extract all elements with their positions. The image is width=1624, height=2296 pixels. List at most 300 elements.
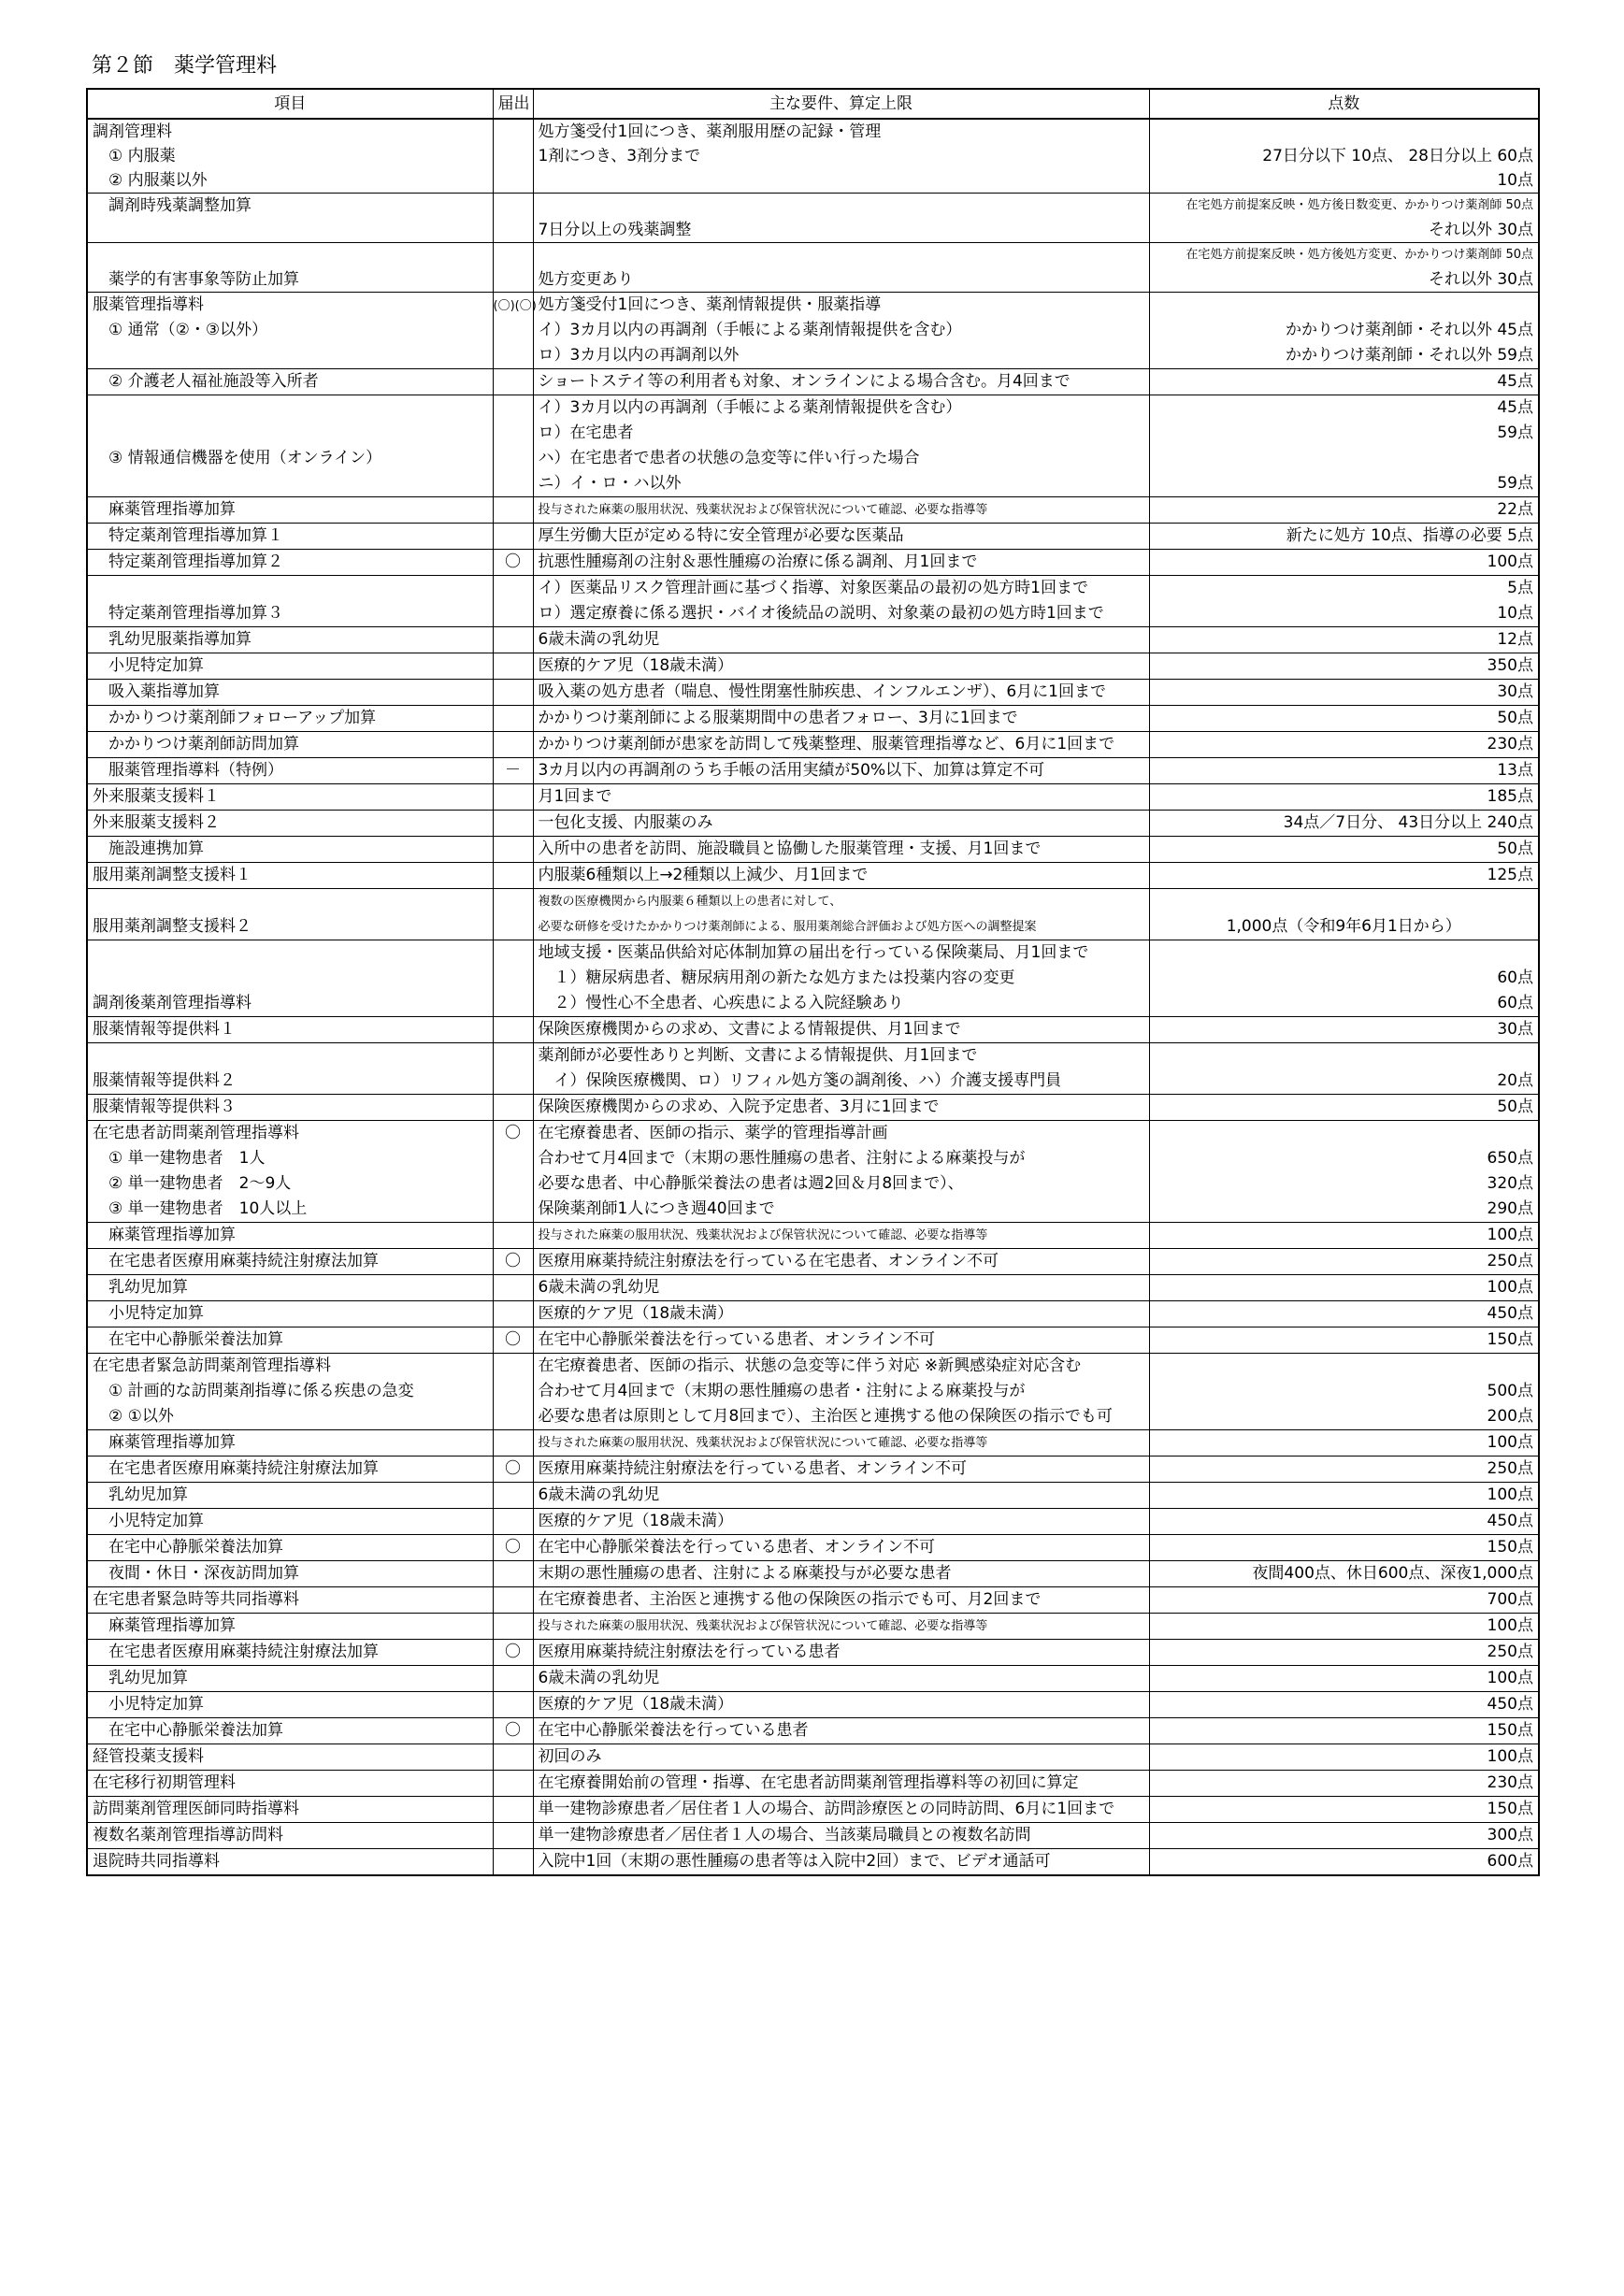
cell-points — [1149, 811, 1539, 837]
cell-points — [1149, 784, 1539, 811]
cell-requirements — [533, 627, 1149, 653]
cell-line: 〇 — [505, 1330, 521, 1349]
cell-line: 一包化支援、内服薬のみ — [538, 813, 713, 832]
cell-line: 必要な患者は原則として月8回まで）、主治医と連携する他の保険医の指示でも可 — [538, 1407, 1113, 1426]
cell-line: 290点 — [1487, 1199, 1533, 1218]
cell-line: 薬剤師が必要性ありと判断、文書による情報提供、月1回まで — [538, 1046, 978, 1065]
cell-line: イ）医薬品リスク管理計画に基づく指導、対象医薬品の最初の処方時1回まで — [538, 579, 1088, 597]
cell-points — [1149, 1223, 1539, 1249]
cell-item — [87, 369, 493, 395]
cell-requirements — [533, 1249, 1149, 1275]
table-row — [87, 627, 1539, 653]
cell-item — [87, 1561, 493, 1587]
cell-notification — [493, 395, 533, 497]
cell-line: 1,000点（令和9年6月1日から） — [1226, 917, 1461, 936]
cell-notification — [493, 706, 533, 732]
cell-notification — [493, 732, 533, 758]
cell-line: ② 内服薬以外 — [93, 171, 208, 190]
cell-points — [1149, 1666, 1539, 1692]
cell-item — [87, 524, 493, 550]
cell-item — [87, 497, 493, 524]
cell-line: 1剤につき、3剤分まで — [538, 147, 701, 165]
cell-points — [1149, 889, 1539, 940]
cell-notification — [493, 811, 533, 837]
cell-points — [1149, 119, 1539, 194]
cell-line: 入所中の患者を訪問、施設職員と協働した服薬管理・支援、月1回まで — [538, 839, 1042, 858]
cell-line: 在宅療養患者、医師の指示、状態の急変等に伴う対応 ※新興感染症対応含む — [538, 1356, 1082, 1375]
cell-line: 吸入薬指導加算 — [93, 682, 220, 701]
cell-line: 施設連携加算 — [93, 839, 204, 858]
table-row — [87, 497, 1539, 524]
cell-line: 在宅中心静脈栄養法加算 — [93, 1721, 283, 1740]
cell-item — [87, 627, 493, 653]
cell-points — [1149, 1095, 1539, 1121]
cell-points — [1149, 732, 1539, 758]
table-row — [87, 1327, 1539, 1354]
cell-notification — [493, 1823, 533, 1849]
cell-requirements — [533, 194, 1149, 243]
cell-notification — [493, 1718, 533, 1744]
cell-line: 入院中1回（末期の悪性腫瘍の患者等は入院中2回）まで、ビデオ通話可 — [538, 1852, 1051, 1871]
cell-line: 100点 — [1487, 1226, 1533, 1244]
cell-requirements — [533, 863, 1149, 889]
header-requirements: 主な要件、算定上限 — [533, 89, 1149, 119]
table-row — [87, 369, 1539, 395]
table-body — [87, 119, 1539, 1875]
cell-item — [87, 1043, 493, 1095]
cell-line: 医療的ケア児（18歳未満） — [538, 656, 734, 675]
table-row — [87, 576, 1539, 627]
table-row — [87, 863, 1539, 889]
cell-line: 在宅中心静脈栄養法を行っている患者 — [538, 1721, 809, 1740]
cell-line — [1155, 940, 1534, 966]
cell-notification — [493, 1614, 533, 1640]
cell-line: ① 通常（②・③以外） — [93, 321, 268, 339]
table-row — [87, 550, 1539, 576]
cell-line: 医療的ケア児（18歳未満） — [538, 1695, 734, 1714]
cell-notification — [493, 194, 533, 243]
cell-line: 外来服薬支援料２ — [93, 813, 220, 832]
cell-points — [1149, 1354, 1539, 1430]
cell-line: 小児特定加算 — [93, 1695, 204, 1714]
table-row — [87, 1509, 1539, 1535]
cell-requirements — [533, 1718, 1149, 1744]
cell-line: 投与された麻薬の服用状況、残薬状況および保管状況について確認、必要な指導等 — [538, 1436, 988, 1450]
cell-requirements — [533, 1666, 1149, 1692]
cell-line — [1155, 293, 1534, 318]
cell-item — [87, 1095, 493, 1121]
cell-line — [1155, 1354, 1534, 1379]
cell-line: 在宅療養患者、医師の指示、薬学的管理指導計画 — [538, 1124, 888, 1142]
cell-notification — [493, 1509, 533, 1535]
cell-item — [87, 1275, 493, 1301]
cell-notification — [493, 1223, 533, 1249]
cell-line: 在宅患者医療用麻薬持続注射療法加算 — [93, 1459, 379, 1478]
table-row — [87, 811, 1539, 837]
cell-line: 30点 — [1497, 682, 1533, 701]
cell-points — [1149, 497, 1539, 524]
cell-line: 125点 — [1487, 866, 1533, 884]
cell-line: 27日分以下 10点、 28日分以上 60点 — [1262, 147, 1533, 165]
cell-line — [93, 421, 488, 446]
cell-points — [1149, 1121, 1539, 1223]
cell-line: 内服薬6種類以上→2種類以上減少、月1回まで — [538, 866, 869, 884]
cell-line: 22点 — [1497, 500, 1533, 519]
table-row — [87, 680, 1539, 706]
cell-line: 150点 — [1487, 1538, 1533, 1557]
cell-item — [87, 395, 493, 497]
cell-notification — [493, 627, 533, 653]
cell-line: 100点 — [1487, 1433, 1533, 1452]
cell-points — [1149, 369, 1539, 395]
cell-line: 60点 — [1497, 994, 1533, 1012]
cell-item — [87, 1535, 493, 1561]
table-row — [87, 940, 1539, 1017]
cell-notification — [493, 1561, 533, 1587]
table-row — [87, 889, 1539, 940]
table-row — [87, 1223, 1539, 1249]
cell-line: 退院時共同指導料 — [93, 1852, 220, 1871]
cell-line: 34点／7日分、 43日分以上 240点 — [1283, 813, 1533, 832]
cell-item — [87, 1666, 493, 1692]
cell-notification — [493, 497, 533, 524]
cell-item — [87, 1718, 493, 1744]
cell-requirements — [533, 1744, 1149, 1771]
table-row — [87, 243, 1539, 293]
cell-line: 在宅患者緊急時等共同指導料 — [93, 1590, 299, 1609]
cell-requirements — [533, 1797, 1149, 1823]
cell-line: 医療用麻薬持続注射療法を行っている患者、オンライン不可 — [538, 1459, 967, 1478]
cell-line: 乳幼児加算 — [93, 1485, 188, 1504]
cell-requirements — [533, 1430, 1149, 1457]
cell-item — [87, 1457, 493, 1483]
table-row — [87, 1561, 1539, 1587]
cell-line: 7日分以上の残薬調整 — [538, 221, 692, 239]
cell-line: 650点 — [1487, 1149, 1533, 1168]
cell-line: 複数の医療機関から内服薬６種類以上の患者に対して、 — [538, 895, 842, 909]
cell-line: 〇 — [505, 1124, 521, 1142]
table-row — [87, 1771, 1539, 1797]
cell-line: 在宅中心静脈栄養法を行っている患者、オンライン不可 — [538, 1538, 935, 1557]
cell-notification — [493, 940, 533, 1017]
cell-notification — [493, 863, 533, 889]
cell-notification — [493, 1430, 533, 1457]
cell-line: ① 内服薬 — [93, 147, 176, 165]
cell-notification — [493, 758, 533, 784]
cell-line: 450点 — [1487, 1512, 1533, 1530]
cell-points — [1149, 1509, 1539, 1535]
cell-line: 特定薬剤管理指導加算１ — [93, 526, 283, 545]
cell-item — [87, 1301, 493, 1327]
cell-item — [87, 837, 493, 863]
cell-line: 〇 — [505, 1721, 521, 1740]
cell-line: 吸入薬の処方患者（喘息、慢性閉塞性肺疾患、インフルエンザ）、6月に1回まで — [538, 682, 1106, 701]
cell-line: 服用薬剤調整支援料２ — [93, 917, 252, 936]
cell-line: それ以外 30点 — [1428, 221, 1533, 239]
cell-line: ロ）3カ月以内の再調剤以外 — [538, 346, 740, 365]
cell-item — [87, 1692, 493, 1718]
table-row — [87, 1430, 1539, 1457]
cell-item — [87, 1849, 493, 1876]
cell-notification — [493, 1457, 533, 1483]
cell-line: 300点 — [1487, 1826, 1533, 1844]
cell-line: 訪問薬剤管理医師同時指導料 — [93, 1800, 299, 1818]
cell-line: 在宅中心静脈栄養法加算 — [93, 1538, 283, 1557]
cell-line: 600点 — [1487, 1852, 1533, 1871]
cell-requirements — [533, 653, 1149, 680]
cell-line: ① 計画的な訪問薬剤指導に係る疾患の急変 — [93, 1382, 414, 1400]
header-points: 点数 — [1149, 89, 1539, 119]
cell-line: 〇 — [505, 1252, 521, 1270]
table-row — [87, 706, 1539, 732]
cell-line: 小児特定加算 — [93, 1512, 204, 1530]
cell-line: 薬学的有害事象等防止加算 — [93, 270, 299, 289]
cell-requirements — [533, 1640, 1149, 1666]
cell-item — [87, 706, 493, 732]
cell-line: 単一建物診療患者／居住者１人の場合、当該薬局職員との複数名訪問 — [538, 1826, 1031, 1844]
cell-item — [87, 732, 493, 758]
cell-requirements — [533, 1587, 1149, 1614]
cell-line: 服薬情報等提供料１ — [93, 1020, 236, 1039]
fee-table — [86, 88, 1540, 1876]
cell-requirements — [533, 1692, 1149, 1718]
cell-line: 在宅患者緊急訪問薬剤管理指導料 — [93, 1356, 331, 1375]
cell-item — [87, 1121, 493, 1223]
cell-line: ショートステイ等の利用者も対象、オンラインによる場合含む。月4回まで — [538, 372, 1071, 391]
table-row — [87, 1354, 1539, 1430]
cell-points — [1149, 1301, 1539, 1327]
cell-requirements — [533, 889, 1149, 940]
cell-line: 100点 — [1487, 1747, 1533, 1766]
cell-line: 麻薬管理指導加算 — [93, 1226, 236, 1244]
cell-line: 麻薬管理指導加算 — [93, 1616, 236, 1635]
cell-line: 3カ月以内の再調剤のうち手帳の活用実績が50%以下、加算は算定不可 — [538, 761, 1045, 780]
cell-line: 320点 — [1487, 1174, 1533, 1193]
cell-requirements — [533, 1771, 1149, 1797]
cell-points — [1149, 1849, 1539, 1876]
cell-points — [1149, 1327, 1539, 1354]
cell-notification — [493, 293, 537, 369]
cell-line: 投与された麻薬の服用状況、残薬状況および保管状況について確認、必要な指導等 — [538, 503, 988, 517]
cell-item — [87, 680, 493, 706]
cell-line: 5点 — [1507, 579, 1533, 597]
cell-line: １）糖尿病患者、糖尿病用剤の新たな処方または投薬内容の変更 — [538, 969, 1015, 987]
cell-line — [93, 576, 488, 601]
cell-line: 〇 — [505, 1459, 521, 1478]
cell-item — [87, 1744, 493, 1771]
cell-line: 250点 — [1487, 1459, 1533, 1478]
cell-points — [1149, 1823, 1539, 1849]
cell-item — [87, 1017, 493, 1043]
header-item: 項目 — [87, 89, 493, 119]
cell-line: 13点 — [1497, 761, 1533, 780]
cell-line: かかりつけ薬剤師が患家を訪問して残薬整理、服薬管理指導など、6月に1回まで — [538, 735, 1115, 753]
table-row — [87, 1640, 1539, 1666]
cell-line: 在宅処方前提案反映・処方後日数変更、かかりつけ薬剤師 50点 — [1186, 198, 1533, 212]
cell-line: ２）慢性心不全患者、心疾患による入院経験あり — [538, 994, 904, 1012]
cell-requirements — [533, 940, 1149, 1017]
cell-points — [1149, 1561, 1539, 1587]
cell-notification — [493, 1301, 533, 1327]
cell-requirements — [533, 1457, 1149, 1483]
cell-line: 麻薬管理指導加算 — [93, 500, 236, 519]
cell-line: 100点 — [1487, 552, 1533, 571]
table-row — [87, 1744, 1539, 1771]
table-row — [87, 524, 1539, 550]
table-row — [87, 1849, 1539, 1876]
cell-notification — [493, 524, 533, 550]
cell-line: かかりつけ薬剤師・それ以外 45点 — [1285, 321, 1533, 339]
table-row — [87, 1797, 1539, 1823]
cell-line: 乳幼児加算 — [93, 1669, 188, 1687]
cell-line: ロ）選定療養に係る選択・バイオ後続品の説明、対象薬の最初の処方時1回まで — [538, 604, 1104, 623]
cell-line — [1155, 889, 1534, 914]
cell-line: 500点 — [1487, 1382, 1533, 1400]
cell-requirements — [533, 784, 1149, 811]
cell-line: 初回のみ — [538, 1747, 602, 1766]
cell-item — [87, 1327, 493, 1354]
cell-requirements — [533, 1275, 1149, 1301]
cell-line: 調剤管理料 — [93, 122, 172, 141]
cell-notification — [493, 1483, 533, 1509]
cell-line: 処方変更あり — [538, 270, 634, 289]
cell-item — [87, 1640, 493, 1666]
cell-line: ② 単一建物患者 2～9人 — [93, 1174, 292, 1193]
cell-line: 350点 — [1487, 656, 1533, 675]
cell-line: 月1回まで — [538, 787, 612, 806]
cell-requirements — [533, 811, 1149, 837]
cell-item — [87, 1509, 493, 1535]
cell-line — [93, 966, 488, 991]
cell-requirements — [533, 524, 1149, 550]
cell-line: 12点 — [1497, 630, 1533, 649]
cell-line: 在宅患者医療用麻薬持続注射療法加算 — [93, 1252, 379, 1270]
table-row — [87, 293, 1539, 369]
cell-points — [1149, 243, 1539, 293]
cell-line: 合わせて月4回まで（末期の悪性腫瘍の患者、注射による麻薬投与が — [538, 1149, 1026, 1168]
cell-line: (〇) — [514, 299, 537, 313]
table-row — [87, 1457, 1539, 1483]
cell-points — [1149, 1614, 1539, 1640]
cell-notification — [493, 119, 533, 194]
cell-notification — [493, 889, 533, 940]
table-row — [87, 1535, 1539, 1561]
cell-line: 小児特定加算 — [93, 1304, 204, 1323]
cell-points — [1149, 1535, 1539, 1561]
cell-notification — [493, 784, 533, 811]
cell-requirements — [533, 1561, 1149, 1587]
cell-line: 乳幼児服薬指導加算 — [93, 630, 252, 649]
page-title: 第２節 薬学管理料 — [92, 54, 278, 78]
cell-notification — [493, 1666, 533, 1692]
cell-points — [1149, 1017, 1539, 1043]
cell-requirements — [533, 497, 1149, 524]
cell-notification — [493, 243, 533, 293]
table-row — [87, 1121, 1539, 1223]
cell-notification — [493, 1327, 533, 1354]
cell-points — [1149, 758, 1539, 784]
cell-line: 在宅患者医療用麻薬持続注射療法加算 — [93, 1643, 379, 1661]
cell-line: 6歳未満の乳幼児 — [538, 1278, 660, 1297]
cell-line: 医療的ケア児（18歳未満） — [538, 1512, 734, 1530]
table-row — [87, 395, 1539, 497]
table-row — [87, 1301, 1539, 1327]
cell-line: かかりつけ薬剤師訪問加算 — [93, 735, 299, 753]
cell-requirements — [533, 1354, 1149, 1430]
cell-line: 100点 — [1487, 1616, 1533, 1635]
cell-line: イ）3カ月以内の再調剤（手帳による薬剤情報提供を含む） — [538, 398, 962, 417]
cell-item — [87, 940, 493, 1017]
cell-requirements — [533, 706, 1149, 732]
cell-line: 服薬管理指導料（特例） — [93, 761, 283, 780]
cell-notification — [493, 1275, 533, 1301]
cell-line: 〇 — [505, 1643, 521, 1661]
cell-item — [87, 1587, 493, 1614]
table-row — [87, 1095, 1539, 1121]
cell-line: 30点 — [1497, 1020, 1533, 1039]
cell-points — [1149, 395, 1539, 497]
cell-line: 小児特定加算 — [93, 656, 204, 675]
cell-line: 処方箋受付1回につき、薬剤情報提供・服薬指導 — [538, 295, 882, 314]
cell-line: 経管投薬支援料 — [93, 1747, 204, 1766]
cell-line: 50点 — [1497, 709, 1533, 727]
cell-line: 厚生労働大臣が定める特に安全管理が必要な医薬品 — [538, 526, 904, 545]
cell-line: 100点 — [1487, 1669, 1533, 1687]
cell-line: 医療用麻薬持続注射療法を行っている在宅患者、オンライン不可 — [538, 1252, 999, 1270]
cell-line: 処方箋受付1回につき、薬剤服用歴の記録・管理 — [538, 122, 882, 141]
cell-line: 230点 — [1487, 1773, 1533, 1792]
cell-line: 45点 — [1497, 372, 1533, 391]
cell-line: 150点 — [1487, 1800, 1533, 1818]
cell-line: 保険薬剤師1人につき週40回まで — [538, 1199, 775, 1218]
cell-notification — [493, 1587, 533, 1614]
cell-line: 乳幼児加算 — [93, 1278, 188, 1297]
table-row — [87, 119, 1539, 194]
table-row — [87, 1718, 1539, 1744]
table-row — [87, 1587, 1539, 1614]
cell-line: 必要な患者、中心静脈栄養法の患者は週2回＆月8回まで）、 — [538, 1174, 964, 1193]
cell-points — [1149, 1692, 1539, 1718]
cell-requirements — [533, 1535, 1149, 1561]
cell-line: 夜間400点、休日600点、深夜1,000点 — [1252, 1564, 1533, 1583]
cell-points — [1149, 1043, 1539, 1095]
cell-item — [87, 1771, 493, 1797]
cell-requirements — [533, 243, 1149, 293]
cell-notification — [493, 1017, 533, 1043]
cell-line: 医療用麻薬持続注射療法を行っている患者 — [538, 1643, 841, 1661]
cell-requirements — [533, 1483, 1149, 1509]
table-row — [87, 1275, 1539, 1301]
cell-notification — [493, 1354, 533, 1430]
cell-item — [87, 1483, 493, 1509]
cell-line: 100点 — [1487, 1278, 1533, 1297]
cell-line: 59点 — [1497, 474, 1533, 493]
cell-points — [1149, 706, 1539, 732]
cell-item — [87, 653, 493, 680]
cell-points — [1149, 1718, 1539, 1744]
cell-line: 必要な研修を受けたかかりつけ薬剤師による、服用薬剤総合評価および処方医への調整提案 — [538, 920, 1037, 934]
cell-line: 抗悪性腫瘍剤の注射＆悪性腫瘍の治療に係る調剤、月1回まで — [538, 552, 978, 571]
cell-line: 230点 — [1487, 735, 1533, 753]
cell-requirements — [533, 1095, 1149, 1121]
cell-notification — [493, 1744, 533, 1771]
table-row — [87, 758, 1539, 784]
cell-line — [1155, 1043, 1534, 1069]
cell-item — [87, 119, 493, 194]
cell-notification — [493, 550, 533, 576]
cell-line: 在宅中心静脈栄養法加算 — [93, 1330, 283, 1349]
cell-notification — [493, 837, 533, 863]
